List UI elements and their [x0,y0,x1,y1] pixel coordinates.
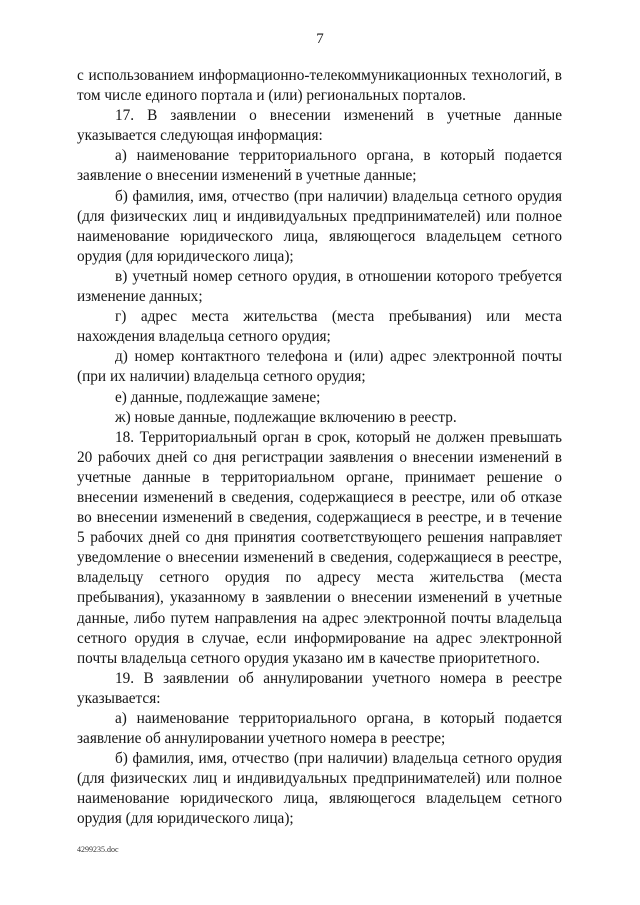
page-number: 7 [316,31,324,47]
paragraph-19: 19. В заявлении об аннулировании учетного номера в реестре указывается: [77,669,562,707]
paragraph-continuation: с использованием информационно-телекоммуникационных технологий, в том числе единого портала и (или) региональных порталов. [77,67,562,105]
paragraph-18: 18. Территориальный орган в срок, который не должен превышать 20 рабочих дней со дня регистрации заявления о внесении изменений в учетные данные в территориальном органе, принимает решение о внесении изменений в сведения, содержащиеся в реестре, или об отказе во внесении изменений в сведения, содержащиеся в реестре, и в течение 5 рабочих дней со дня принятия соответствующего решения направляет уведомление о внесении изменений в сведения, содержащиеся в реестре, владельцу сетного орудия по адресу места жительства (места пребывания), указанному в заявлении о внесении изменений в учетные данные, либо путем направления на адрес электронной почты владельца сетного орудия в случае, если информирование на адрес электронной почты владельца сетного орудия указано им в качестве приоритетного. [77,428,562,667]
document-body [77,66,562,830]
paragraph-19-a: а) наименование территориального органа, в который подается заявление об аннулировании учетного номера в реестре; [77,710,562,748]
paragraph-17-e: е) данные, подлежащие замене; [115,388,321,406]
paragraph-17-zh: ж) новые данные, подлежащие включению в реестр. [115,408,457,426]
paragraph-17-a: а) наименование территориального органа, в который подается заявление о внесении изменений в учетные данные; [77,147,562,185]
paragraph-17-b: б) фамилия, имя, отчество (при наличии) владельца сетного орудия (для физических лиц и индивидуальных предпринимателей) или полное наименование юридического лица, являющегося владельцем сетного орудия (для юридического лица); [77,187,562,265]
paragraph-17-v: в) учетный номер сетного орудия, в отношении которого требуется изменение данных; [77,267,562,306]
paragraph-17-g: г) адрес места жительства (места пребывания) или места нахождения владельца сетного орудия; [77,308,562,346]
paragraph-19-b: б) фамилия, имя, отчество (при наличии) владельца сетного орудия (для физических лиц и индивидуальных предпринимателей) или полное наименование юридического лица, являющегося владельцем сетного орудия (для юридического лица); [77,750,562,828]
paragraph-17-d: д) номер контактного телефона и (или) адрес электронной почты (при их наличии) владельца сетного орудия; [77,348,562,386]
document-filename: 4299235.doc [77,845,119,854]
paragraph-17: 17. В заявлении о внесении изменений в учетные данные указывается следующая информация: [77,107,562,145]
